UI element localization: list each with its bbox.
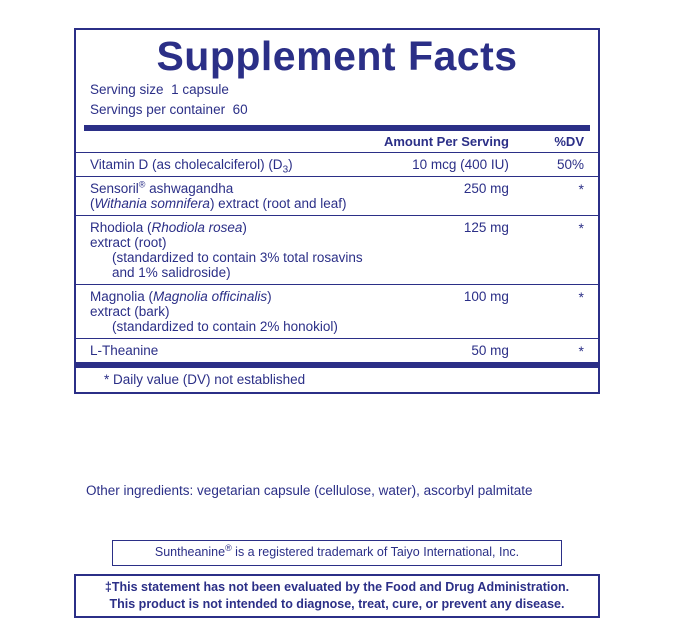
serving-size-line xyxy=(90,80,598,100)
nutrient-name-tail: ) xyxy=(288,157,293,173)
nutrient-brand-text: Sensoril xyxy=(90,181,139,197)
serving-info xyxy=(76,80,598,121)
nutrient-dv: * xyxy=(525,177,598,216)
nutrient-name-vitamin-d xyxy=(76,153,379,177)
nutrient-name-suffix: ) extract (root and leaf) xyxy=(209,196,347,212)
nutrient-name-sensoril-ashwagandha xyxy=(76,177,379,216)
nutrient-name-line1 xyxy=(90,181,379,196)
nutrient-amount: 125 mg xyxy=(379,216,525,285)
nutrient-amount: 250 mg xyxy=(379,177,525,216)
paren-open: ( xyxy=(90,196,95,212)
table-header-row xyxy=(76,131,598,153)
table-row xyxy=(76,177,598,216)
nutrition-table xyxy=(76,131,598,392)
nutrient-name-line3: (standardized to contain 2% honokiol) xyxy=(112,319,338,335)
nutrient-name-rhodiola xyxy=(76,216,379,285)
registered-mark: ® xyxy=(138,179,146,190)
header-amount-per-serving: Amount Per Serving xyxy=(383,134,509,150)
paren-close: ) xyxy=(267,289,272,305)
header-nutrient xyxy=(76,131,379,153)
nutrient-amount: 10 mcg (400 IU) xyxy=(379,153,525,177)
nutrient-dv: * xyxy=(525,216,598,285)
daily-value-footnote: * Daily value (DV) not established xyxy=(76,365,598,392)
nutrient-name-line1 xyxy=(90,289,379,304)
trademark-notice xyxy=(112,540,562,566)
nutrient-amount: 50 mg xyxy=(379,339,525,366)
nutrient-amount: 100 mg xyxy=(379,285,525,339)
supplement-facts-panel xyxy=(74,28,600,394)
nutrient-name-line1 xyxy=(90,220,379,235)
nutrient-name-text: Rhodiola ( xyxy=(90,220,152,236)
botanical-name: Withania somnifera xyxy=(94,196,210,212)
nutrient-dv: 50% xyxy=(525,153,598,177)
botanical-name: Magnolia officinalis xyxy=(153,289,268,305)
footnote-row xyxy=(76,365,598,392)
nutrient-name-line2: extract (bark) xyxy=(90,304,170,320)
table-row xyxy=(76,339,598,366)
header-percent-dv: %DV xyxy=(554,134,584,150)
fda-disclaimer xyxy=(74,574,600,618)
other-ingredients: Other ingredients: vegetarian capsule (cellulose, water), ascorbyl palmitate xyxy=(86,483,533,498)
nutrient-name-line2: extract (root) xyxy=(90,235,167,251)
paren-close: ) xyxy=(242,220,247,236)
serving-size-value: 1 capsule xyxy=(171,82,229,98)
nutrient-dv: * xyxy=(525,339,598,366)
fda-disclaimer-line1 xyxy=(80,579,594,596)
table-row xyxy=(76,216,598,285)
registered-mark: ® xyxy=(225,542,232,553)
panel-title: Supplement Facts xyxy=(156,33,518,79)
servings-per-container-line xyxy=(90,100,598,120)
nutrient-name-line2 xyxy=(90,196,379,211)
nutrient-name-text: Vitamin D (as cholecalciferol) (D xyxy=(90,157,283,173)
nutrient-dv: * xyxy=(525,285,598,339)
nutrient-name-line3: (standardized to contain 3% total rosavins xyxy=(112,250,363,266)
fda-disclaimer-line2: This product is not intended to diagnose, treat, cure, or prevent any disease. xyxy=(109,596,565,611)
disclaimer-marker: ‡ xyxy=(104,580,112,594)
servings-per-container-label: Servings per container xyxy=(90,101,226,117)
nutrient-name-magnolia xyxy=(76,285,379,339)
trademark-name: Suntheanine xyxy=(154,545,226,559)
nutrient-name-text: Magnolia ( xyxy=(90,289,154,305)
table-row xyxy=(76,153,598,177)
nutrient-name-tail: ashwagandha xyxy=(145,181,234,197)
nutrient-name-l-theanine: L-Theanine xyxy=(76,339,379,366)
servings-per-container-value: 60 xyxy=(232,101,248,117)
serving-size-label: Serving size xyxy=(90,82,164,98)
nutrient-name-line4: and 1% salidroside) xyxy=(112,265,231,281)
trademark-text: is a registered trademark of Taiyo International, Inc. xyxy=(231,545,520,559)
nutrient-subscript: 3 xyxy=(282,165,289,177)
disclaimer-text-line1: This statement has not been evaluated by the Food and Drug Administration. xyxy=(111,580,570,594)
table-row xyxy=(76,285,598,339)
botanical-name: Rhodiola rosea xyxy=(151,220,243,236)
